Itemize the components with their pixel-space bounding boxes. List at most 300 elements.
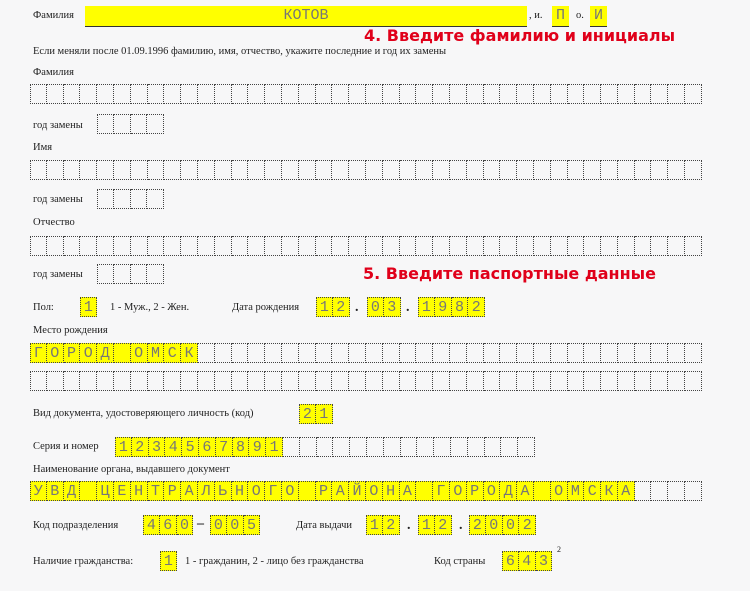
char-cell[interactable] <box>47 84 64 104</box>
dept-code-cells-1[interactable] <box>143 515 193 535</box>
char-cell[interactable] <box>131 264 148 284</box>
char-cell[interactable] <box>416 84 433 104</box>
char-cell[interactable] <box>265 343 282 363</box>
char-cell[interactable] <box>517 371 534 391</box>
char-cell[interactable] <box>668 481 685 501</box>
char-cell[interactable]: Ь <box>215 481 232 501</box>
char-cell[interactable] <box>80 160 97 180</box>
prev-name-year-cells[interactable] <box>97 189 164 209</box>
char-cell[interactable] <box>651 481 668 501</box>
char-cell[interactable]: 7 <box>216 437 233 457</box>
char-cell[interactable] <box>299 160 316 180</box>
char-cell[interactable]: Н <box>232 481 249 501</box>
char-cell[interactable] <box>383 236 400 256</box>
char-cell[interactable] <box>366 343 383 363</box>
prev-name-cells[interactable] <box>30 160 702 180</box>
char-cell[interactable] <box>366 84 383 104</box>
char-cell[interactable] <box>181 371 198 391</box>
char-cell[interactable] <box>601 84 618 104</box>
char-cell[interactable] <box>485 437 502 457</box>
char-cell[interactable]: 1 <box>160 551 177 571</box>
char-cell[interactable] <box>400 160 417 180</box>
initial-o-field[interactable]: И <box>590 6 607 27</box>
char-cell[interactable]: А <box>181 481 198 501</box>
char-cell[interactable] <box>198 371 215 391</box>
char-cell[interactable] <box>401 437 418 457</box>
char-cell[interactable]: 2 <box>469 515 486 535</box>
char-cell[interactable]: О <box>80 343 97 363</box>
char-cell[interactable] <box>131 189 148 209</box>
char-cell[interactable]: Д <box>500 481 517 501</box>
char-cell[interactable] <box>534 84 551 104</box>
char-cell[interactable] <box>651 371 668 391</box>
char-cell[interactable] <box>568 84 585 104</box>
char-cell[interactable]: С <box>164 343 181 363</box>
char-cell[interactable]: К <box>181 343 198 363</box>
char-cell[interactable] <box>450 236 467 256</box>
char-cell[interactable]: Ц <box>97 481 114 501</box>
char-cell[interactable] <box>131 114 148 134</box>
char-cell[interactable]: 6 <box>502 551 519 571</box>
char-cell[interactable] <box>114 371 131 391</box>
char-cell[interactable] <box>114 160 131 180</box>
char-cell[interactable] <box>164 371 181 391</box>
char-cell[interactable] <box>316 343 333 363</box>
char-cell[interactable] <box>97 236 114 256</box>
char-cell[interactable]: Г <box>433 481 450 501</box>
char-cell[interactable] <box>551 84 568 104</box>
char-cell[interactable] <box>551 160 568 180</box>
char-cell[interactable] <box>265 371 282 391</box>
char-cell[interactable] <box>500 236 517 256</box>
char-cell[interactable] <box>450 84 467 104</box>
char-cell[interactable] <box>114 236 131 256</box>
char-cell[interactable] <box>635 236 652 256</box>
char-cell[interactable] <box>484 343 501 363</box>
char-cell[interactable] <box>198 84 215 104</box>
char-cell[interactable] <box>316 84 333 104</box>
char-cell[interactable] <box>651 160 668 180</box>
char-cell[interactable] <box>97 264 114 284</box>
char-cell[interactable]: Д <box>97 343 114 363</box>
char-cell[interactable]: 0 <box>210 515 227 535</box>
char-cell[interactable] <box>147 264 164 284</box>
char-cell[interactable] <box>517 343 534 363</box>
char-cell[interactable] <box>164 236 181 256</box>
char-cell[interactable] <box>282 236 299 256</box>
char-cell[interactable] <box>299 481 316 501</box>
issue-month-cells[interactable] <box>418 515 452 535</box>
char-cell[interactable] <box>434 437 451 457</box>
char-cell[interactable] <box>248 236 265 256</box>
char-cell[interactable] <box>568 371 585 391</box>
char-cell[interactable] <box>584 236 601 256</box>
char-cell[interactable]: М <box>568 481 585 501</box>
char-cell[interactable]: О <box>366 481 383 501</box>
char-cell[interactable] <box>584 371 601 391</box>
char-cell[interactable]: 4 <box>519 551 536 571</box>
char-cell[interactable] <box>47 371 64 391</box>
char-cell[interactable] <box>467 371 484 391</box>
char-cell[interactable] <box>517 160 534 180</box>
char-cell[interactable] <box>248 343 265 363</box>
char-cell[interactable] <box>584 84 601 104</box>
char-cell[interactable] <box>668 236 685 256</box>
char-cell[interactable] <box>383 371 400 391</box>
char-cell[interactable] <box>164 160 181 180</box>
char-cell[interactable]: 1 <box>316 404 333 424</box>
char-cell[interactable] <box>651 84 668 104</box>
char-cell[interactable] <box>450 371 467 391</box>
char-cell[interactable] <box>316 236 333 256</box>
char-cell[interactable] <box>668 160 685 180</box>
char-cell[interactable] <box>433 343 450 363</box>
char-cell[interactable] <box>282 160 299 180</box>
birth-place-cells[interactable] <box>30 343 702 363</box>
char-cell[interactable]: Р <box>316 481 333 501</box>
surname-field[interactable]: КОТОВ <box>85 6 527 27</box>
char-cell[interactable] <box>97 84 114 104</box>
char-cell[interactable]: 1 <box>316 297 333 317</box>
char-cell[interactable] <box>148 84 165 104</box>
char-cell[interactable] <box>383 84 400 104</box>
char-cell[interactable] <box>685 236 702 256</box>
char-cell[interactable] <box>584 160 601 180</box>
char-cell[interactable]: 1 <box>266 437 283 457</box>
char-cell[interactable]: Е <box>114 481 131 501</box>
char-cell[interactable] <box>300 437 317 457</box>
char-cell[interactable] <box>500 343 517 363</box>
char-cell[interactable]: 4 <box>165 437 182 457</box>
char-cell[interactable] <box>64 160 81 180</box>
char-cell[interactable] <box>568 160 585 180</box>
char-cell[interactable]: 1 <box>418 515 435 535</box>
birth-place-cells-2[interactable] <box>30 371 702 391</box>
char-cell[interactable]: 6 <box>160 515 177 535</box>
char-cell[interactable] <box>568 236 585 256</box>
char-cell[interactable] <box>534 236 551 256</box>
char-cell[interactable] <box>635 343 652 363</box>
char-cell[interactable] <box>668 84 685 104</box>
series-cells[interactable] <box>115 437 535 457</box>
char-cell[interactable] <box>685 160 702 180</box>
char-cell[interactable] <box>484 236 501 256</box>
char-cell[interactable]: О <box>282 481 299 501</box>
char-cell[interactable] <box>265 236 282 256</box>
char-cell[interactable] <box>317 437 334 457</box>
char-cell[interactable] <box>232 236 249 256</box>
char-cell[interactable] <box>332 160 349 180</box>
char-cell[interactable] <box>131 371 148 391</box>
char-cell[interactable] <box>30 236 47 256</box>
char-cell[interactable]: 9 <box>249 437 266 457</box>
char-cell[interactable] <box>215 236 232 256</box>
char-cell[interactable]: 2 <box>435 515 452 535</box>
char-cell[interactable] <box>114 264 131 284</box>
char-cell[interactable] <box>30 160 47 180</box>
char-cell[interactable] <box>265 84 282 104</box>
char-cell[interactable] <box>534 481 551 501</box>
initial-i-field[interactable]: П <box>552 6 569 27</box>
char-cell[interactable] <box>468 437 485 457</box>
char-cell[interactable] <box>534 343 551 363</box>
char-cell[interactable]: Н <box>131 481 148 501</box>
char-cell[interactable] <box>534 160 551 180</box>
birth-month-cells[interactable] <box>367 297 401 317</box>
char-cell[interactable] <box>181 84 198 104</box>
char-cell[interactable] <box>248 160 265 180</box>
char-cell[interactable] <box>416 160 433 180</box>
char-cell[interactable] <box>484 84 501 104</box>
char-cell[interactable] <box>265 160 282 180</box>
char-cell[interactable] <box>349 371 366 391</box>
char-cell[interactable] <box>618 236 635 256</box>
char-cell[interactable] <box>215 343 232 363</box>
char-cell[interactable] <box>400 236 417 256</box>
issue-year-cells[interactable] <box>469 515 536 535</box>
char-cell[interactable]: 0 <box>177 515 194 535</box>
char-cell[interactable] <box>367 437 384 457</box>
char-cell[interactable] <box>618 84 635 104</box>
char-cell[interactable] <box>148 371 165 391</box>
char-cell[interactable] <box>316 160 333 180</box>
char-cell[interactable] <box>383 160 400 180</box>
char-cell[interactable] <box>500 84 517 104</box>
char-cell[interactable] <box>97 371 114 391</box>
char-cell[interactable] <box>349 160 366 180</box>
char-cell[interactable] <box>384 437 401 457</box>
char-cell[interactable]: У <box>30 481 47 501</box>
char-cell[interactable] <box>584 343 601 363</box>
char-cell[interactable] <box>517 84 534 104</box>
char-cell[interactable] <box>551 236 568 256</box>
char-cell[interactable]: О <box>47 343 64 363</box>
char-cell[interactable] <box>450 160 467 180</box>
char-cell[interactable]: 4 <box>143 515 160 535</box>
prev-surname-year-cells[interactable] <box>97 114 164 134</box>
char-cell[interactable] <box>148 160 165 180</box>
birth-year-cells[interactable] <box>418 297 485 317</box>
char-cell[interactable] <box>215 371 232 391</box>
char-cell[interactable] <box>383 343 400 363</box>
char-cell[interactable]: Р <box>64 343 81 363</box>
char-cell[interactable]: Г <box>265 481 282 501</box>
char-cell[interactable] <box>97 160 114 180</box>
char-cell[interactable] <box>232 160 249 180</box>
char-cell[interactable]: 2 <box>468 297 485 317</box>
char-cell[interactable] <box>131 84 148 104</box>
char-cell[interactable] <box>551 343 568 363</box>
birth-day-cells[interactable] <box>316 297 350 317</box>
char-cell[interactable] <box>467 84 484 104</box>
char-cell[interactable] <box>635 481 652 501</box>
char-cell[interactable] <box>534 371 551 391</box>
country-cells[interactable] <box>502 551 552 571</box>
char-cell[interactable] <box>651 236 668 256</box>
char-cell[interactable] <box>282 84 299 104</box>
char-cell[interactable] <box>80 84 97 104</box>
char-cell[interactable] <box>349 236 366 256</box>
char-cell[interactable] <box>601 371 618 391</box>
char-cell[interactable]: О <box>131 343 148 363</box>
char-cell[interactable] <box>332 343 349 363</box>
char-cell[interactable] <box>685 84 702 104</box>
char-cell[interactable] <box>349 343 366 363</box>
doc-type-cells[interactable] <box>299 404 333 424</box>
char-cell[interactable] <box>299 236 316 256</box>
char-cell[interactable]: 1 <box>115 437 132 457</box>
char-cell[interactable] <box>551 371 568 391</box>
char-cell[interactable] <box>484 371 501 391</box>
char-cell[interactable] <box>30 371 47 391</box>
char-cell[interactable] <box>400 371 417 391</box>
char-cell[interactable] <box>433 371 450 391</box>
dept-code-cells-2[interactable] <box>210 515 260 535</box>
char-cell[interactable] <box>198 160 215 180</box>
char-cell[interactable]: Л <box>198 481 215 501</box>
char-cell[interactable]: 5 <box>182 437 199 457</box>
char-cell[interactable] <box>64 371 81 391</box>
char-cell[interactable] <box>618 371 635 391</box>
char-cell[interactable]: Р <box>164 481 181 501</box>
char-cell[interactable]: 1 <box>418 297 435 317</box>
char-cell[interactable] <box>181 236 198 256</box>
char-cell[interactable] <box>64 84 81 104</box>
char-cell[interactable] <box>635 371 652 391</box>
char-cell[interactable] <box>283 437 300 457</box>
char-cell[interactable]: А <box>517 481 534 501</box>
char-cell[interactable] <box>433 84 450 104</box>
char-cell[interactable] <box>668 343 685 363</box>
char-cell[interactable] <box>131 160 148 180</box>
issue-day-cells[interactable] <box>366 515 400 535</box>
char-cell[interactable] <box>416 371 433 391</box>
char-cell[interactable] <box>114 343 131 363</box>
char-cell[interactable] <box>467 160 484 180</box>
char-cell[interactable] <box>635 160 652 180</box>
char-cell[interactable] <box>467 236 484 256</box>
char-cell[interactable]: О <box>248 481 265 501</box>
char-cell[interactable] <box>80 236 97 256</box>
char-cell[interactable]: 9 <box>435 297 452 317</box>
char-cell[interactable] <box>601 160 618 180</box>
char-cell[interactable] <box>433 160 450 180</box>
char-cell[interactable]: М <box>148 343 165 363</box>
char-cell[interactable] <box>618 343 635 363</box>
char-cell[interactable]: 0 <box>503 515 520 535</box>
char-cell[interactable] <box>299 343 316 363</box>
char-cell[interactable] <box>685 481 702 501</box>
char-cell[interactable]: 8 <box>233 437 250 457</box>
char-cell[interactable] <box>635 84 652 104</box>
char-cell[interactable]: 3 <box>536 551 553 571</box>
char-cell[interactable]: 2 <box>132 437 149 457</box>
char-cell[interactable] <box>97 189 114 209</box>
char-cell[interactable] <box>668 371 685 391</box>
char-cell[interactable]: 3 <box>384 297 401 317</box>
char-cell[interactable]: А <box>618 481 635 501</box>
char-cell[interactable] <box>215 84 232 104</box>
char-cell[interactable] <box>366 160 383 180</box>
char-cell[interactable] <box>47 236 64 256</box>
char-cell[interactable] <box>601 343 618 363</box>
char-cell[interactable]: К <box>601 481 618 501</box>
char-cell[interactable] <box>417 437 434 457</box>
citizenship-cells[interactable] <box>160 551 177 571</box>
char-cell[interactable] <box>568 343 585 363</box>
char-cell[interactable] <box>517 236 534 256</box>
char-cell[interactable] <box>350 437 367 457</box>
char-cell[interactable]: 2 <box>299 404 316 424</box>
char-cell[interactable]: 0 <box>227 515 244 535</box>
char-cell[interactable] <box>148 236 165 256</box>
char-cell[interactable]: 2 <box>519 515 536 535</box>
char-cell[interactable] <box>333 437 350 457</box>
char-cell[interactable] <box>416 343 433 363</box>
char-cell[interactable] <box>618 160 635 180</box>
char-cell[interactable] <box>198 236 215 256</box>
char-cell[interactable] <box>400 343 417 363</box>
char-cell[interactable] <box>433 236 450 256</box>
char-cell[interactable]: 6 <box>199 437 216 457</box>
char-cell[interactable]: А <box>332 481 349 501</box>
char-cell[interactable]: О <box>551 481 568 501</box>
char-cell[interactable] <box>232 84 249 104</box>
char-cell[interactable] <box>299 371 316 391</box>
char-cell[interactable]: Т <box>148 481 165 501</box>
char-cell[interactable]: Н <box>383 481 400 501</box>
char-cell[interactable]: В <box>47 481 64 501</box>
char-cell[interactable] <box>80 371 97 391</box>
char-cell[interactable]: А <box>400 481 417 501</box>
char-cell[interactable] <box>30 84 47 104</box>
char-cell[interactable] <box>651 343 668 363</box>
char-cell[interactable] <box>282 371 299 391</box>
char-cell[interactable] <box>198 343 215 363</box>
char-cell[interactable] <box>47 160 64 180</box>
char-cell[interactable] <box>416 236 433 256</box>
char-cell[interactable] <box>64 236 81 256</box>
sex-cells[interactable] <box>80 297 97 317</box>
char-cell[interactable]: 1 <box>80 297 97 317</box>
char-cell[interactable] <box>601 236 618 256</box>
char-cell[interactable] <box>114 84 131 104</box>
char-cell[interactable]: 8 <box>452 297 469 317</box>
char-cell[interactable] <box>366 371 383 391</box>
char-cell[interactable] <box>685 343 702 363</box>
char-cell[interactable] <box>332 236 349 256</box>
char-cell[interactable] <box>232 371 249 391</box>
issuer-cells[interactable] <box>30 481 702 501</box>
char-cell[interactable]: О <box>450 481 467 501</box>
char-cell[interactable] <box>248 371 265 391</box>
char-cell[interactable] <box>332 84 349 104</box>
char-cell[interactable] <box>332 371 349 391</box>
char-cell[interactable] <box>282 343 299 363</box>
char-cell[interactable] <box>215 160 232 180</box>
char-cell[interactable]: 3 <box>149 437 166 457</box>
char-cell[interactable] <box>114 189 131 209</box>
char-cell[interactable] <box>97 114 114 134</box>
char-cell[interactable] <box>349 84 366 104</box>
char-cell[interactable]: С <box>584 481 601 501</box>
char-cell[interactable] <box>299 84 316 104</box>
char-cell[interactable]: 5 <box>244 515 261 535</box>
char-cell[interactable] <box>450 343 467 363</box>
char-cell[interactable]: 0 <box>486 515 503 535</box>
char-cell[interactable] <box>232 343 249 363</box>
char-cell[interactable] <box>467 343 484 363</box>
